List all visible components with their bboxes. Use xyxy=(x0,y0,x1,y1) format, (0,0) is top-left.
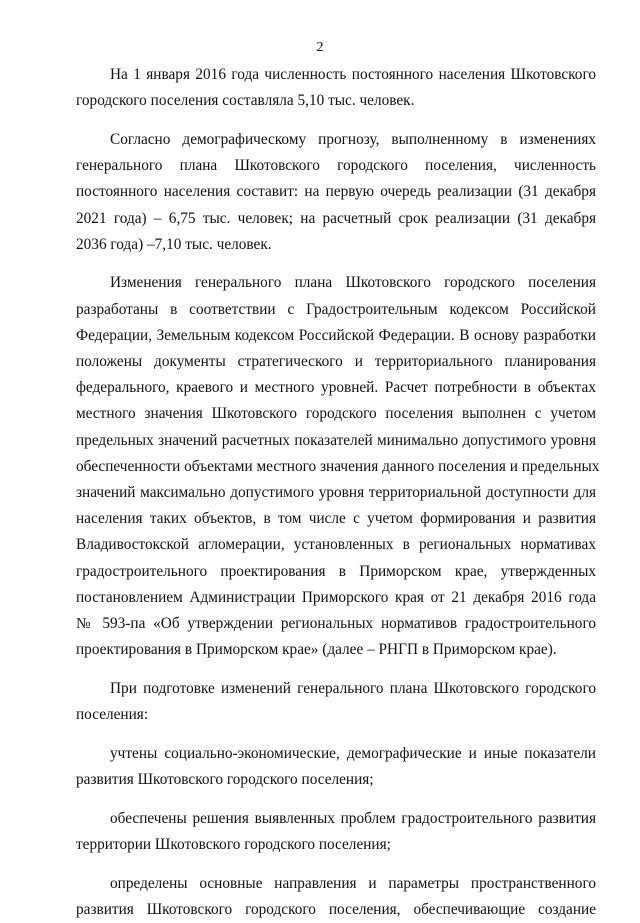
paragraph-line: местного значения Шкотовского городского поселения выполнен с учетом xyxy=(76,405,596,423)
paragraph-line: № 593-па «Об утверждении региональных нормативов градостроительного xyxy=(76,615,596,633)
paragraph-gap xyxy=(76,663,596,676)
paragraph-line: градостроительного проектирования в Приморском крае, утвержденных xyxy=(76,562,596,580)
paragraph-line: проектирования в Приморском крае» (далее – РНГП в Приморском крае). xyxy=(76,641,557,659)
paragraph-line: поселения: xyxy=(76,706,149,724)
paragraph-line: развития Шкотовского городского поселения; xyxy=(76,771,374,789)
paragraph-gap xyxy=(76,258,596,271)
paragraph-gap xyxy=(76,728,596,741)
paragraph-line: 2036 года) –7,10 тыс. человек. xyxy=(76,235,272,253)
paragraph-line: На 1 января 2016 года численность постоянного населения Шкотовского xyxy=(110,66,596,83)
paragraph-line: населения таких объектов, в том числе с учетом формирования и развития xyxy=(76,510,596,528)
paragraph-line: генерального плана Шкотовского городского поселения, численность xyxy=(76,157,596,175)
paragraph-line: постановлением Администрации Приморского края от 21 декабря 2016 года xyxy=(76,588,596,606)
paragraph-line: разработаны в соответствии с Градостроительным кодексом Российской xyxy=(76,300,596,318)
paragraph-line: территории Шкотовского городского поселения; xyxy=(76,835,391,853)
page-number: 2 xyxy=(316,40,324,55)
paragraph-line: развития Шкотовского городского поселения, обеспечивающие создание xyxy=(76,900,596,918)
paragraph-gap xyxy=(76,858,596,871)
paragraph-line: 2021 года) – 6,75 тыс. человек; на расчетный срок реализации (31 декабря xyxy=(76,209,596,227)
document-body xyxy=(76,62,600,923)
paragraph-gap xyxy=(76,793,596,806)
paragraph-line: предельных значений расчетных показателей минимально допустимого уровня xyxy=(76,431,596,449)
paragraph-line: определены основные направления и параметры пространственного xyxy=(110,874,596,892)
paragraph-line: При подготовке изменений генерального плана Шкотовского городского xyxy=(110,679,596,697)
paragraph-gap xyxy=(76,114,596,127)
paragraph-line: городского поселения составляла 5,10 тыс. человек. xyxy=(76,92,415,110)
paragraph-line: федерального, краевого и местного уровней. Расчет потребности в объектах xyxy=(76,379,596,397)
paragraph-line: учтены социально-экономические, демографические и иные показатели xyxy=(110,744,596,762)
paragraph-line: обеспеченности объектами местного значения данного поселения и предельных xyxy=(76,457,600,475)
paragraph-line: обеспечены решения выявленных проблем градостроительного развития xyxy=(110,809,596,827)
paragraph-line: положены документы стратегического и территориального планирования xyxy=(76,353,596,371)
paragraph-line: Федерации, Земельным кодексом Российской Федерации. В основу разработки xyxy=(76,326,596,344)
paragraph-line: Изменения генерального плана Шкотовского городского поселения xyxy=(110,274,596,292)
paragraph-line: Согласно демографическому прогнозу, выполненному в изменениях xyxy=(110,130,596,148)
paragraph-line: значений максимально допустимого уровня территориальной доступности для xyxy=(76,484,596,502)
paragraph-line: Владивостокской агломерации, установленных в региональных нормативах xyxy=(76,536,596,554)
paragraph-line: постоянного населения составит: на первую очередь реализации (31 декабря xyxy=(76,183,596,201)
